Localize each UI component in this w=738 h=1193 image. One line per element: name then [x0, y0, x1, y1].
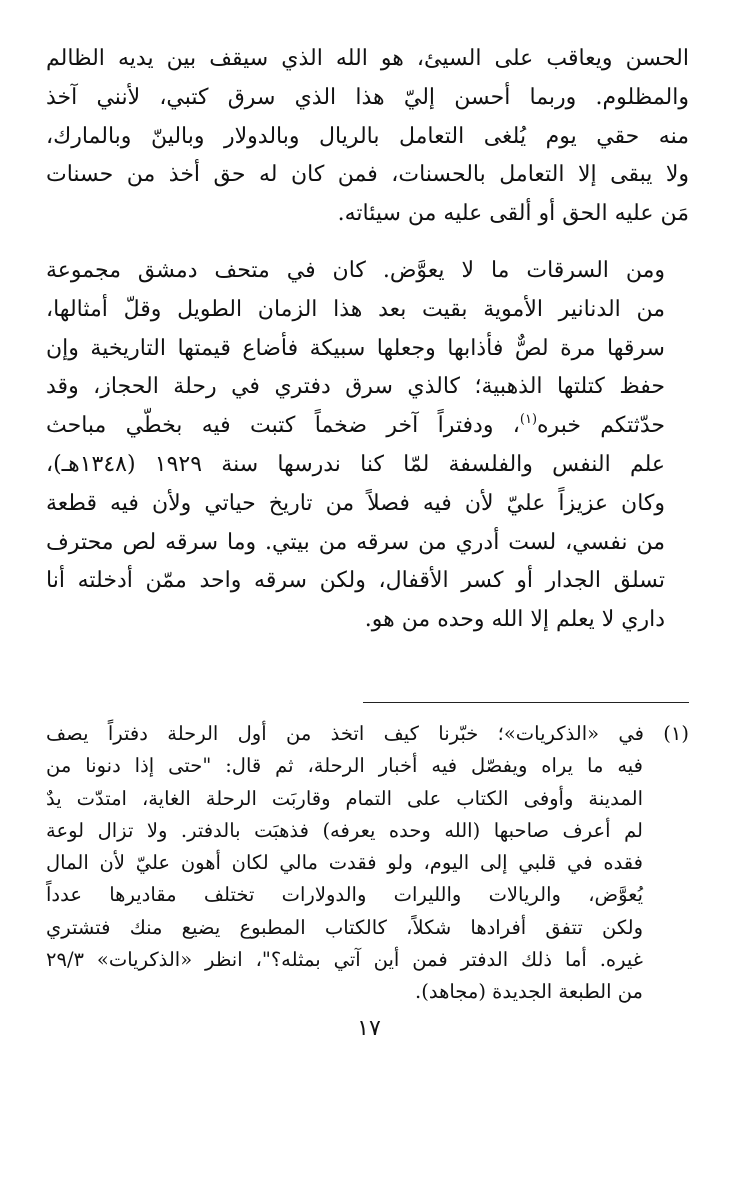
text-line: حفظ كتلتها الذهبية؛ كالذي سرق دفتري في رحلة الحجاز، وقد — [46, 374, 665, 400]
text-line: مَن عليه الحق أو ألقى عليه من سيئاته. — [337, 201, 689, 227]
text-line: علم النفس والفلسفة لمّا كنا ندرسها سنة ١٩٢٩ (١٣٤٨هـ)، — [46, 451, 665, 477]
text-line: ولا يبقى إلا التعامل بالحسنات، فمن كان له حق أخذ من حسنات — [46, 162, 689, 188]
footnote-line: المدينة وأوفى الكتاب على التمام وقاربَت الرحلة الغاية، امتدّت يدٌ — [46, 786, 643, 810]
paragraph-1 — [46, 40, 689, 234]
text-line: من الدنانير الأموية بقيت بعد هذا الزمان الطويل وقلّ أمثالها، — [46, 296, 665, 322]
text-fragment: حدّثتكم خبره — [537, 413, 665, 439]
footnote-line: يُعوَّض، والريالات والليرات والدولارات تختلف مقاديرها عدداً — [46, 883, 643, 907]
text-line: ومن السرقات ما لا يعوَّض. كان في متحف دمشق مجموعة — [46, 257, 665, 283]
footnote-line: لم أعرف صاحبها (الله وحده يعرفه) فذهبَت بالدفتر. ولا تزال لوعة — [46, 818, 643, 842]
paragraph-2 — [46, 252, 689, 640]
text-line: تسلق الجدار أو كسر الأقفال، ولكن سرقه واحد ممّن أدخلته أنا — [46, 568, 665, 594]
footnote-line: ولكن تتفق أفرادها شكلاً، كالكتاب المطبوع يضيع منك فتشتري — [46, 915, 643, 939]
footnote-reference[interactable]: (١) — [519, 412, 538, 428]
text-line: سرقها مرة لصٌّ فأذابها وجعلها سبيكة فأضاع قيمتها التاريخية وإن — [46, 335, 665, 361]
footnote-line: فيه ما يراه ويفصّل فيه أخبار الرحلة، ثم قال: "حتى إذا دنونا من — [46, 754, 643, 778]
text-line: من نفسي، لست أدري من سرقه من بيتي. وما سرقه لص محترف — [46, 529, 665, 555]
footnote-line: فقده في قلبي إلى اليوم، ولو فقدت مالي لكان أهون عليّ لأن المال — [46, 851, 643, 875]
text-line-with-note — [46, 407, 689, 446]
footnote-line: من الطبعة الجديدة (مجاهد). — [415, 980, 643, 1004]
text-line: والمظلوم. وربما أحسن إليّ هذا الذي سرق كتبي، لأنني آخذ — [46, 84, 689, 110]
text-line: منه حقي يوم يُلغى التعامل بالريال وبالدولار وبالينّ وبالمارك، — [46, 123, 689, 149]
footnote-line: (١) في «الذكريات»؛ خبّرنا كيف اتخذ من أول الرحلة دفتراً يصف — [46, 722, 689, 745]
page-number: ١٧ — [357, 1016, 381, 1041]
footnote — [46, 718, 689, 1009]
footnote-line: غيره. أما ذلك الدفتر فمن أين آتي بمثله؟"، انظر «الذكريات» ٢٩/٣ — [46, 948, 643, 972]
text-line: الحسن ويعاقب على السيئ، هو الله الذي سيقف بين يديه الظالم — [46, 46, 689, 71]
text-line: داري لا يعلم إلا الله وحده من هو. — [364, 607, 665, 633]
footnote-divider — [363, 702, 689, 703]
text-line: وكان عزيزاً عليّ لأن فيه فصلاً من تاريخ حياتي ولأن فيه قطعة — [46, 490, 665, 516]
text-fragment: ، ودفتراً آخر ضخماً كتبت فيه بخطّي مباحث — [46, 413, 520, 439]
book-page — [46, 40, 689, 1150]
